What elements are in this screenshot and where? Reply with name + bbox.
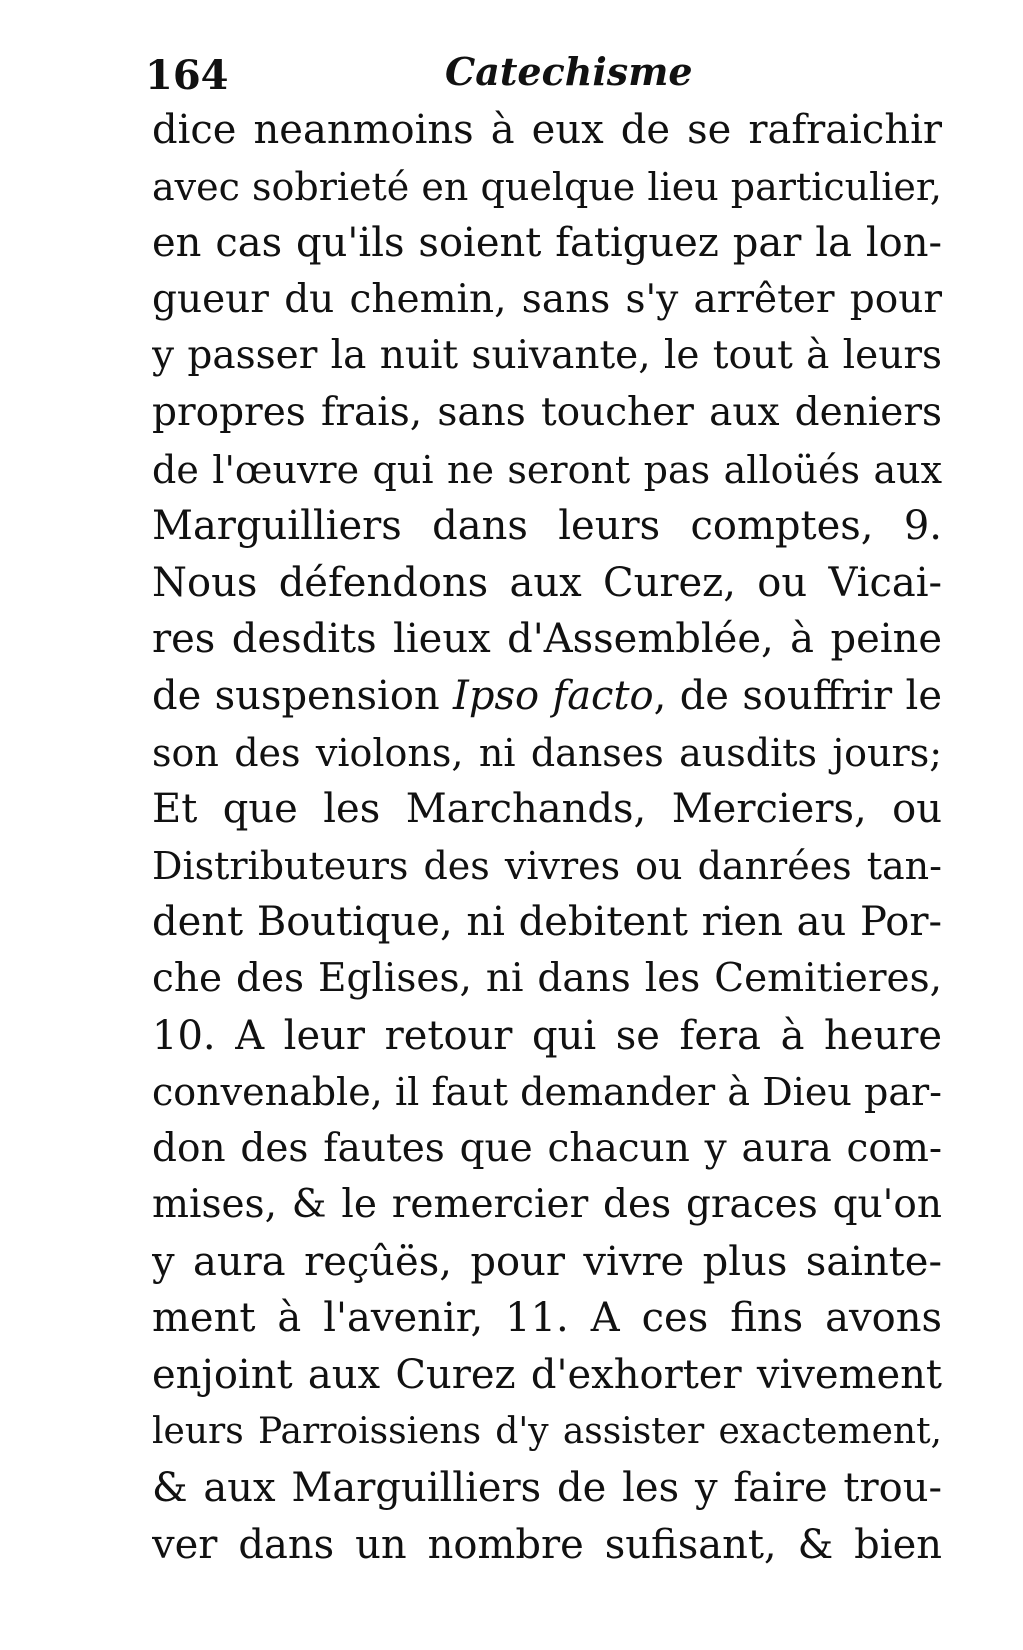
text-line: son des violons, ni danses ausdits jours; — [152, 730, 942, 775]
text-line: y aura reçûës, pour vivre plus sainte- — [152, 1238, 942, 1285]
text-line: avec sobrieté en quelque lieu particulier, — [152, 164, 942, 209]
text-line: en cas qu'ils soient fatiguez par la lon- — [152, 220, 942, 267]
text-line: leurs Parroissiens d'y assister exactement, — [152, 1410, 942, 1452]
italic-phrase: Ipso facto — [453, 672, 654, 719]
text-line: don des fautes que chacun y aura com- — [152, 1125, 942, 1171]
text-line: convenable, il faut demander à Dieu par- — [152, 1070, 942, 1115]
text-line: propres frais, sans toucher aux deniers — [152, 389, 942, 435]
text-line: dent Boutique, ni debitent rien au Por- — [152, 899, 942, 946]
text-line: y passer la nuit suivante, le tout à leurs — [152, 333, 942, 379]
text-line: ver dans un nombre sufisant, & bien — [152, 1521, 942, 1568]
text-segment: , de souffrir le — [653, 672, 942, 719]
text-line: Nous défendons aux Curez, ou Vicai- — [152, 559, 942, 606]
text-line — [152, 668, 942, 725]
text-line: & aux Marguilliers de les y faire trou- — [152, 1465, 942, 1512]
text-line: che des Eglises, ni dans les Cemitieres, — [152, 955, 942, 1001]
text-line: ment à l'avenir, 11. A ces fins avons — [152, 1295, 942, 1342]
body-text — [152, 102, 942, 1573]
text-line: Et que les Marchands, Merciers, ou — [152, 786, 942, 833]
text-line: gueur du chemin, sans s'y arrêter pour — [152, 276, 942, 322]
text-line: de l'œuvre qui ne seront pas alloüés aux — [152, 447, 942, 492]
text-line: dice neanmoins à eux de se rafraichir — [152, 107, 942, 153]
text-line: Distributeurs des vivres ou danrées tan- — [152, 843, 942, 888]
text-line: 10. A leur retour qui se fera à heure — [152, 1012, 942, 1059]
text-line: Marguilliers dans leurs comptes, 9. — [152, 503, 942, 550]
text-segment: de suspension — [152, 672, 454, 719]
text-line: mises, & le remercier des graces qu'on — [152, 1182, 942, 1228]
text-line: enjoint aux Curez d'exhorter vivement — [152, 1352, 942, 1399]
page-header — [145, 42, 945, 102]
running-head: Catechisme — [445, 49, 693, 94]
page-number: 164 — [145, 52, 229, 99]
text-line: res desdits lieux d'Assemblée, à peine — [152, 616, 942, 663]
